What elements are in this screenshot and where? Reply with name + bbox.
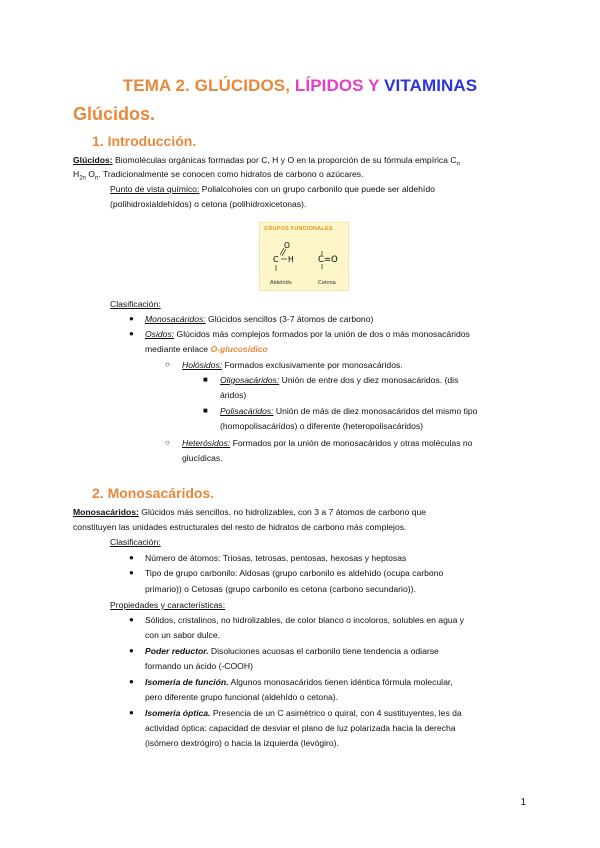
list-item-osidos (145, 328, 470, 340)
bullet-circle-icon: ○ (165, 438, 170, 447)
osidos-text: Glúcidos más complejos formados por la unión de dos o más monosacáridos (174, 329, 470, 339)
chemical-view-line2: (polihidroxialdehídos) o cetona (polihidroxicetonas). (110, 199, 307, 209)
ketone-group: C=O (318, 255, 338, 265)
bullet-dot-icon: ● (129, 329, 134, 338)
grupo-carbonilo-line2: primario)) o Cetosas (grupo carbonilo es cetona (carbono secundario)). (145, 584, 416, 594)
isomeria-funcion-text: Algunos monosacáridos tienen idéntica fórmula molecular, (228, 677, 453, 687)
polisacaridos-text: Unión de más de diez monosacáridos del mismo tipo (273, 406, 478, 416)
list-item-oligosacaridos (220, 374, 458, 386)
list-item-polisacaridos (220, 405, 477, 417)
heterosidos-text: Formados por la unión de monosacáridos y otras moléculas no (230, 438, 473, 448)
heading-monosacaridos: 2. Monosacáridos. (92, 485, 215, 501)
monosacaridos-text: Glúcidos sencillos (3-7 átomos de carbono) (205, 314, 374, 324)
list-item-numero-atomos: Número de átomos: Triosas, tetrosas, pentosas, hexosas y heptosas (145, 553, 407, 563)
formula-o: O (85, 169, 95, 179)
osidos-term: Osidos: (145, 329, 175, 339)
isomeria-optica-line3: (isómero dextrógiro) o hacia la izquierda (levógiro). (145, 738, 339, 748)
list-item-solidos: Sólidos, cristalinos, no hidrolizables, de color blanco o incoloros, solubles en agua y (145, 615, 465, 625)
functional-groups-figure (259, 222, 349, 291)
monosacaridos-def-term: Monosacáridos: (73, 507, 139, 517)
polisacaridos-line2: (homopolisacáridos) o diferente (heteropolisacáridos) (220, 421, 424, 431)
chemical-view-text: Polialcoholes con un grupo carbonilo que puede ser aldehído (199, 184, 435, 194)
osidos-text-2: mediante enlace (145, 344, 211, 354)
polisacaridos-term: Polisacáridos: (220, 406, 274, 416)
aldehyde-label: Aldehído (270, 280, 292, 286)
isomeria-funcion-term: Isomería de función. (145, 677, 229, 687)
page-number: 1 (520, 797, 526, 808)
document-title (0, 76, 600, 96)
bullet-dot-icon: ● (129, 568, 134, 577)
monosacaridos-term: Monosacáridos: (145, 314, 206, 324)
list-item-grupo-carbonilo: Tipo de grupo carbonilo: Aldosas (grupo carbonilo es aldehído (ocupa carbono (145, 568, 444, 578)
osidos-line2 (145, 343, 268, 355)
formula-h: H (73, 169, 80, 179)
monosacaridos-definition-line2: constituyen las unidades estructurales del resto de hidratos de carbono más complejos. (73, 522, 407, 532)
bullet-square-icon: ■ (203, 375, 208, 384)
list-item-heterosidos (182, 437, 472, 449)
bullet-dot-icon: ● (129, 646, 134, 655)
o-glucosidico-term: O-glucosídico (210, 344, 268, 354)
heading-introduccion: 1. Introducción. (92, 133, 197, 149)
poder-reductor-line2: formando un ácido (-COOH) (145, 661, 253, 671)
aldehyde-hydrogen: H (288, 255, 294, 264)
poder-reductor-term: Poder reductor. (145, 646, 209, 656)
bullet-square-icon: ■ (203, 406, 208, 415)
holosidos-text: Formados exclusivamente por monosacáridos. (222, 360, 403, 370)
list-item-poder-reductor (145, 645, 439, 657)
title-part-lipidos: LÍPIDOS Y (294, 76, 385, 95)
list-item-isomeria-optica (145, 707, 462, 719)
figure-caption: GRUPOS FUNCIONALES (264, 226, 333, 232)
solidos-line2: con un sabor dulce. (145, 630, 221, 640)
bullet-dot-icon: ● (129, 677, 134, 686)
subscript-2n: 2n (79, 175, 86, 182)
glucidos-term: Glúcidos: (73, 155, 113, 165)
bullet-dot-icon: ● (129, 314, 134, 323)
list-item-holosidos (182, 359, 403, 371)
oligosacaridos-text: Unión de entre dos y diez monosacáridos. (dis (279, 375, 459, 385)
monos-clasificacion-label: Clasificación: (110, 537, 161, 547)
chemical-view-term: Punto de vista químico: (110, 184, 200, 194)
monosacaridos-def-text: Glúcidos más sencillos, no hidrolizables, con 3 a 7 átomos de carbono que (138, 507, 427, 517)
poder-reductor-text: Disoluciones acuosas el carbonilo tiene tendencia a odiarse (208, 646, 439, 656)
heterosidos-term: Heterósidos: (182, 438, 231, 448)
title-part-vitaminas: VITAMINAS (384, 76, 478, 95)
subscript-n2: n (94, 175, 99, 182)
list-item-isomeria-funcion (145, 676, 453, 688)
glucidos-definition-text: Biomoléculas orgánicas formadas por C, H y O en la proporción de su fórmula empírica C (112, 155, 457, 165)
bullet-dot-icon: ● (129, 708, 134, 717)
propiedades-label: Propiedades y características: (110, 600, 226, 610)
isomeria-optica-term: Isomería óptica. (145, 708, 211, 718)
list-item-monosacaridos (145, 313, 373, 325)
isomeria-optica-text: Presencia de un C asimétrico o quiral, con 4 sustituyentes, les da (210, 708, 462, 718)
section-title: Glúcidos. (73, 104, 156, 124)
heterosidos-line2: glucídicas. (182, 453, 223, 463)
holosidos-term: Holósidos: (182, 360, 223, 370)
isomeria-funcion-line2: pero diferente grupo funcional (aldehído o cetona). (145, 692, 339, 702)
monosacaridos-definition-line1 (73, 506, 426, 518)
functional-groups-diagram (260, 233, 348, 283)
clasificacion-label: Clasificación: (110, 299, 161, 309)
glucidos-definition-rest: . Tradicionalmente se conocen como hidratos de carbono o azúcares. (98, 169, 364, 179)
aldehyde-carbon: C (273, 255, 279, 264)
bullet-dot-icon: ● (129, 615, 134, 624)
bullet-dot-icon: ● (129, 553, 134, 562)
subscript-n: n (456, 161, 460, 168)
chemical-view-line1 (110, 183, 435, 195)
isomeria-optica-line2: actividad óptica: capacidad de desviar el plano de luz polarizada hacia la derecha (145, 723, 456, 733)
bullet-circle-icon: ○ (165, 360, 170, 369)
oligosacaridos-line2: áridos) (220, 390, 247, 400)
aldehyde-oxygen: O (284, 241, 290, 250)
title-part-glucidos: TEMA 2. GLÚCIDOS, (122, 76, 295, 95)
oligosacaridos-term: Oligosacáridos: (220, 375, 280, 385)
ketone-label: Cetona (318, 280, 336, 286)
